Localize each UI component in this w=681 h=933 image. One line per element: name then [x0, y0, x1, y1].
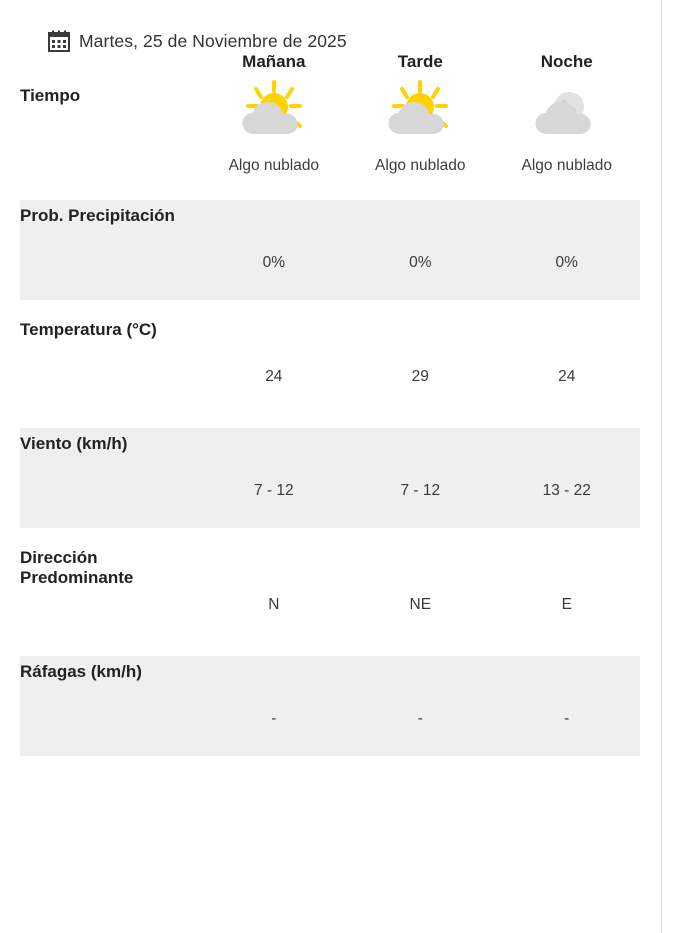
column-header-night: Noche [540, 52, 593, 71]
row-label-temperature: Temperatura (°C) [20, 320, 157, 340]
temperature-morning: 24 [265, 368, 283, 386]
table-row-temperature [20, 314, 640, 414]
table-row-wind [20, 428, 640, 528]
precipitation-afternoon: 0% [347, 200, 493, 300]
forecast-table [20, 52, 640, 756]
gusts-night: - [494, 656, 640, 756]
temperature-afternoon: 29 [411, 368, 429, 386]
right-gutter [663, 0, 681, 933]
precipitation-night: 0% [494, 200, 640, 300]
wind-direction-night: E [561, 596, 572, 614]
row-label-precipitation: Prob. Precipitación [20, 200, 201, 300]
table-header-row [20, 52, 640, 72]
weather-cell-night [494, 72, 640, 186]
column-header-morning: Mañana [242, 52, 306, 71]
temperature-night: 24 [558, 368, 576, 386]
weather-desc-morning: Algo nublado [228, 157, 320, 174]
row-label-wind-direction: Dirección Predominante [20, 548, 134, 588]
table-row-gusts [20, 656, 640, 756]
sun-cloud-icon [228, 78, 320, 148]
spacer-row [20, 186, 640, 200]
row-label-wind: Viento (km/h) [20, 428, 201, 528]
row-label-gusts: Ráfagas (km/h) [20, 656, 201, 756]
header-blank-cell [20, 52, 201, 72]
spacer-row [20, 300, 640, 314]
spacer-row [20, 414, 640, 428]
sun-cloud-icon [374, 78, 466, 148]
weather-desc-night: Algo nublado [521, 157, 612, 174]
table-row-wind-direction [20, 542, 640, 642]
calendar-icon [48, 30, 70, 52]
date-header [0, 0, 661, 52]
gusts-morning: - [201, 656, 347, 756]
weather-cell-afternoon [347, 72, 493, 186]
row-label-weather: Tiempo [20, 86, 81, 105]
column-header-afternoon: Tarde [397, 52, 443, 71]
spacer-row [20, 642, 640, 656]
weather-cell-morning [201, 72, 347, 186]
weather-desc-afternoon: Algo nublado [375, 157, 466, 174]
precipitation-morning: 0% [201, 200, 347, 300]
moon-cloud-icon [521, 78, 613, 148]
wind-night: 13 - 22 [494, 428, 640, 528]
gusts-afternoon: - [347, 656, 493, 756]
wind-morning: 7 - 12 [201, 428, 347, 528]
table-row-precipitation [20, 200, 640, 300]
wind-afternoon: 7 - 12 [347, 428, 493, 528]
wind-direction-afternoon: NE [409, 596, 432, 614]
date-text: Martes, 25 de Noviembre de 2025 [79, 30, 347, 51]
table-row-weather [20, 72, 640, 186]
spacer-row [20, 528, 640, 542]
wind-direction-morning: N [268, 596, 280, 614]
